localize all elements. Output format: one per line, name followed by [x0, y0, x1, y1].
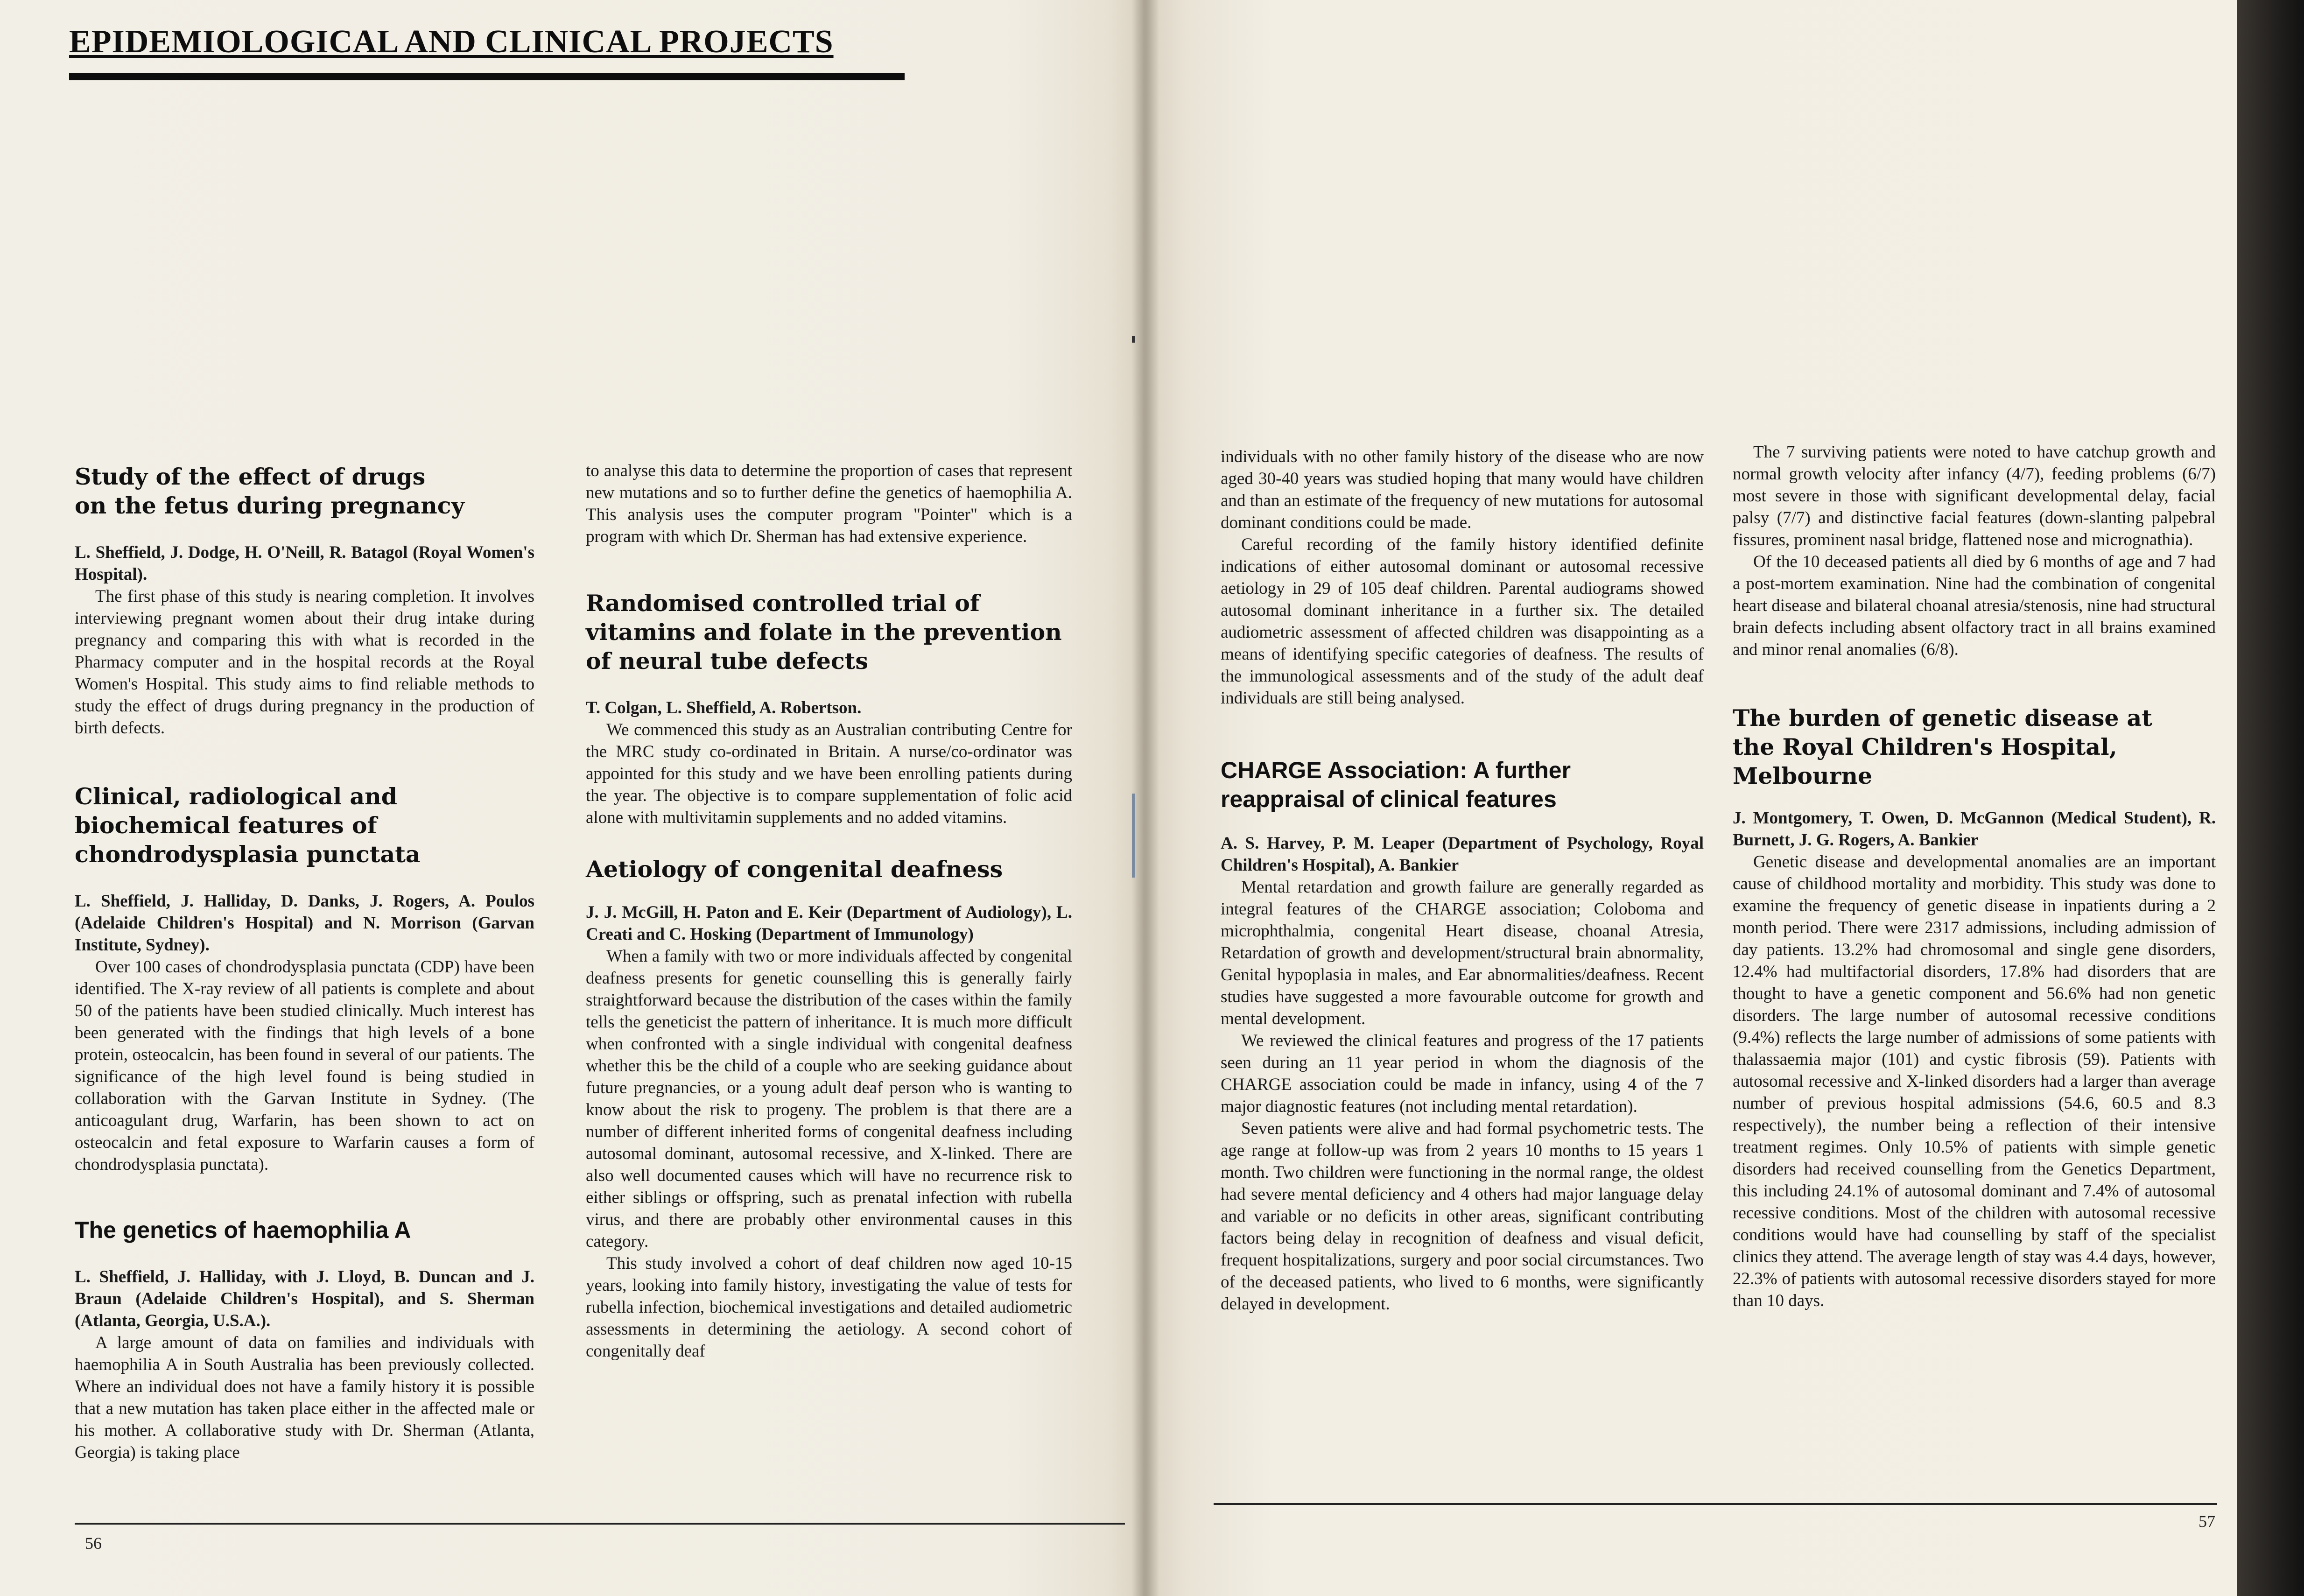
article-haemophilia: [75, 1216, 534, 1463]
heading-line: The burden of genetic disease at: [1733, 704, 2152, 731]
title-rule: [69, 73, 905, 80]
article-authors: L. Sheffield, J. Dodge, H. O'Neill, R. Batagol (Royal Women's Hospital).: [75, 543, 534, 584]
article-body: We commenced this study as an Australian contributing Centre for the MRC study co-ordinated in Britain. A nurse/co-ordinator was appointed for this study and we have been enrolling patients during the year. The objective is to compare supplementation of folic acid alone with multivitamin supplements and no added vitamins.: [586, 720, 1072, 827]
article-authors: A. S. Harvey, P. M. Leaper (Department of Psychology, Royal Children's Hospital), A. Bankier: [1221, 834, 1704, 875]
article-heading: [75, 462, 534, 520]
gutter-mark: [1132, 794, 1135, 878]
article-study-drugs: [75, 462, 534, 739]
heading-line: the Royal Children's Hospital,: [1733, 733, 2117, 760]
heading-line: on the fetus during pregnancy: [75, 492, 465, 519]
article-authors: L. Sheffield, J. Halliday, with J. Lloyd, B. Duncan and J. Braun (Adelaide Children's Hospital), and S. Sherman (Atlanta, Georgia, U.S.A.).: [75, 1267, 534, 1330]
article-authors: J. Montgomery, T. Owen, D. McGannon (Medical Student), R. Burnett, J. G. Rogers, A. Bankier: [1733, 809, 2216, 850]
section-title: EPIDEMIOLOGICAL AND CLINICAL PROJECTS: [69, 24, 834, 60]
column-4: [1733, 441, 2216, 1312]
article-body: When a family with two or more individuals affected by congenital deafness presents for genetic counselling this is generally fairly straightforward because the distribution of the cases within the family tells the geneticist the pattern of inheritance. It is much more difficult when confronted with a single individual with congenital deafness whether this be the child of a couple who are seeking guidance about future pregnancies, or a young adult deaf person who is wanting to know about the risk to progeny. The problem is that there are a number of different inherited forms of congenital deafness including autosomal dominant, autosomal recessive, and X-linked. There are also well documented causes which will have no recurrence risk to either siblings or offspring, such as prenatal infection with rubella virus, and there are probably other environmental causes in this category.: [586, 947, 1072, 1251]
column-3: [1221, 446, 1704, 1315]
article-heading: [586, 589, 1072, 675]
article-heading: The genetics of haemophilia A: [75, 1217, 411, 1243]
article-heading: [1221, 756, 1704, 814]
article-body: The first phase of this study is nearing completion. It involves interviewing pregnant women about their drug intake during pregnancy and comparing this with what is recorded in the Pharmacy computer and in the hospital records at the Royal Women's Hospital. This study aims to find reliable methods to study the effect of drugs during pregnancy in the production of birth defects.: [75, 587, 534, 738]
article-body: Over 100 cases of chondrodysplasia punctata (CDP) have been identified. The X-ray review of all patients is complete and about 50 of the patients have been studied clinically. Much interest has been generated with the findings that high levels of a bone protein, osteocalcin, has been found in several of our patients. The significance of the high level found is being studied in collaboration with the Garvan Institute in Sydney. (The anticoagulant drug, Warfarin, has been shown to act on osteocalcin and fetal exposure to Warfarin causes a form of chondrodysplasia punctata).: [75, 957, 534, 1174]
gutter-mark: [1132, 336, 1135, 343]
article-heading: [75, 782, 534, 869]
footer-rule: [75, 1523, 1125, 1525]
article-body: This study involved a cohort of deaf children now aged 10-15 years, looking into family history, investigating the value of tests for rubella infection, biochemical investigations and detailed audiometric assessments in determining the aetiology. A second cohort of congenitally deaf: [586, 1254, 1072, 1361]
article-authors: T. Colgan, L. Sheffield, A. Robertson.: [586, 698, 862, 717]
article-chondrodysplasia: [75, 782, 534, 1175]
article-randomised-trial: [586, 589, 1072, 829]
heading-line: of neural tube defects: [586, 647, 868, 675]
page-number-right: 57: [2199, 1512, 2215, 1531]
heading-line: reappraisal of clinical features: [1221, 786, 1557, 812]
article-authors: J. J. McGill, H. Paton and E. Keir (Department of Audiology), L. Creati and C. Hosking (Department of Immunology): [586, 903, 1072, 944]
heading-line: Melbourne: [1733, 762, 1873, 789]
heading-line: biochemical features of: [75, 812, 377, 839]
article-body: Genetic disease and developmental anomalies are an important cause of childhood mortality and morbidity. This study was done to examine the frequency of genetic disease in inpatients during a 2 month period. There were 2317 admissions, including admission of day patients. 13.2% had chromosomal and single gene disorders, 12.4% had multifactorial disorders, 17.8% had disorders that are thought to have a genetic component and 56.6% had non genetic disorders. The large number of autosomal recessive conditions (9.4%) reflects the large number of admissions of some patients with thalassaemia major (101) and cystic fibrosis (59). Patients with autosomal recessive and X-linked disorders had a larger than average number of previous hospital admissions (54.6, 60.5 and 8.3 respectively), the number being a reflection of their intensive treatment regimes. Only 10.5% of patients with simple genetic disorders had received counselling from the Genetics Department, this including 24.1% of autosomal dominant and 7.4% of autosomal recessive conditions. Most of the children with autosomal recessive conditions would have had counselling by staff of the specialist clinics they attend. The average length of stay was 4.4 days, however, 22.3% of patients with autosomal recessive disorders stayed for more than 10 days.: [1733, 852, 2216, 1310]
article-body-continued: Careful recording of the family history identified definite indications of either autosomal dominant or autosomal recessive aetiology in 29 of 105 deaf children. Parental audiograms showed autosomal dominant inheritance in a further six. The detailed audiometric assessment of affected children was disappointing as a means of identifying specific categories of deafness. The results of the immunological assessments and of the study of the adult deaf individuals are still being analysed.: [1221, 535, 1704, 708]
article-burden: [1733, 703, 2216, 1312]
article-body-continued: The 7 surviving patients were noted to have catchup growth and normal growth velocity after infancy (4/7), feeding problems (6/7) most severe in those with significant developmental delay, facial palsy (7/7) and distinctive facial features (down-slanting palpebral fissures, prominent nasal bridge, flattened nose and micrognathia).: [1733, 443, 2216, 549]
article-body: Seven patients were alive and had formal psychometric tests. The age range at follow-up was from 2 years 10 months to 15 years 1 month. Two children were functioning in the normal range, the oldest had severe mental deficiency and 4 others had major language delay and variable or no deficits in other areas, significant contributing factors being delay in recognition of deafness and visual deficit, frequent hospitalizations, surgery and poor social circumstances. Two of the deceased patients, who lived to 6 months, were significantly delayed in development.: [1221, 1119, 1704, 1314]
heading-line: Randomised controlled trial of: [586, 590, 980, 617]
page-edge: [2237, 0, 2304, 1596]
heading-line: Clinical, radiological and: [75, 783, 397, 810]
book-gutter: [1131, 0, 1159, 1596]
article-authors: L. Sheffield, J. Halliday, D. Danks, J. Rogers, A. Poulos (Adelaide Children's Hospital) and N. Morrison (Garvan Institute, Sydney).: [75, 892, 534, 955]
heading-line: CHARGE Association: A further: [1221, 757, 1571, 783]
article-body-continued: to analyse this data to determine the proportion of cases that represent new mutations and so to further define the genetics of haemophilia A. This analysis uses the computer program "Pointer" which is a program with which Dr. Sherman has had extensive experience.: [586, 461, 1072, 546]
article-deafness: [586, 855, 1072, 1362]
heading-line: Study of the effect of drugs: [75, 463, 426, 490]
article-body: We reviewed the clinical features and progress of the 17 patients seen during an 11 year period in whom the diagnosis of the CHARGE association could be made in infancy, using 4 of the 7 major diagnostic features (not including mental retardation).: [1221, 1031, 1704, 1116]
page-number-left: 56: [85, 1534, 102, 1553]
column-2: [586, 460, 1072, 1362]
column-1: [75, 462, 534, 1463]
article-body-continued: Of the 10 deceased patients all died by 6 months of age and 7 had a post-mortem examination. Nine had the combination of congenital heart disease and bilateral choanal atresia/stenosis, nine had structural brain defects including absent olfactory tract in all brains examined and minor renal anomalies (6/8).: [1733, 552, 2216, 659]
footer-rule: [1214, 1503, 2217, 1505]
article-heading: [1733, 703, 2216, 790]
article-heading: Aetiology of congenital deafness: [586, 856, 1003, 883]
article-charge: [1221, 756, 1704, 1315]
article-body: Mental retardation and growth failure are generally regarded as integral features of the CHARGE association; Coloboma and microphthalmia, congenital Heart disease, choanal Atresia, Retardation of growth and development/structural brain abnormality, Genital hypoplasia in males, and Ear abnormalities/deafness. Recent studies have suggested a more favourable outcome for growth and mental development.: [1221, 878, 1704, 1028]
article-body: A large amount of data on families and individuals with haemophilia A in South Australia has been previously collected. Where an individual does not have a family history it is possible that a new mutation has taken place either in the affected male or his mother. A collaborative study with Dr. Sherman (Atlanta, Georgia) is taking place: [75, 1333, 534, 1462]
heading-line: vitamins and folate in the prevention: [586, 619, 1062, 646]
heading-line: chondrodysplasia punctata: [75, 841, 421, 868]
article-body-continued: individuals with no other family history of the disease who are now aged 30-40 years was studied hoping that many would have children and than an estimate of the frequency of new mutations for autosomal dominant conditions could be made.: [1221, 447, 1704, 532]
